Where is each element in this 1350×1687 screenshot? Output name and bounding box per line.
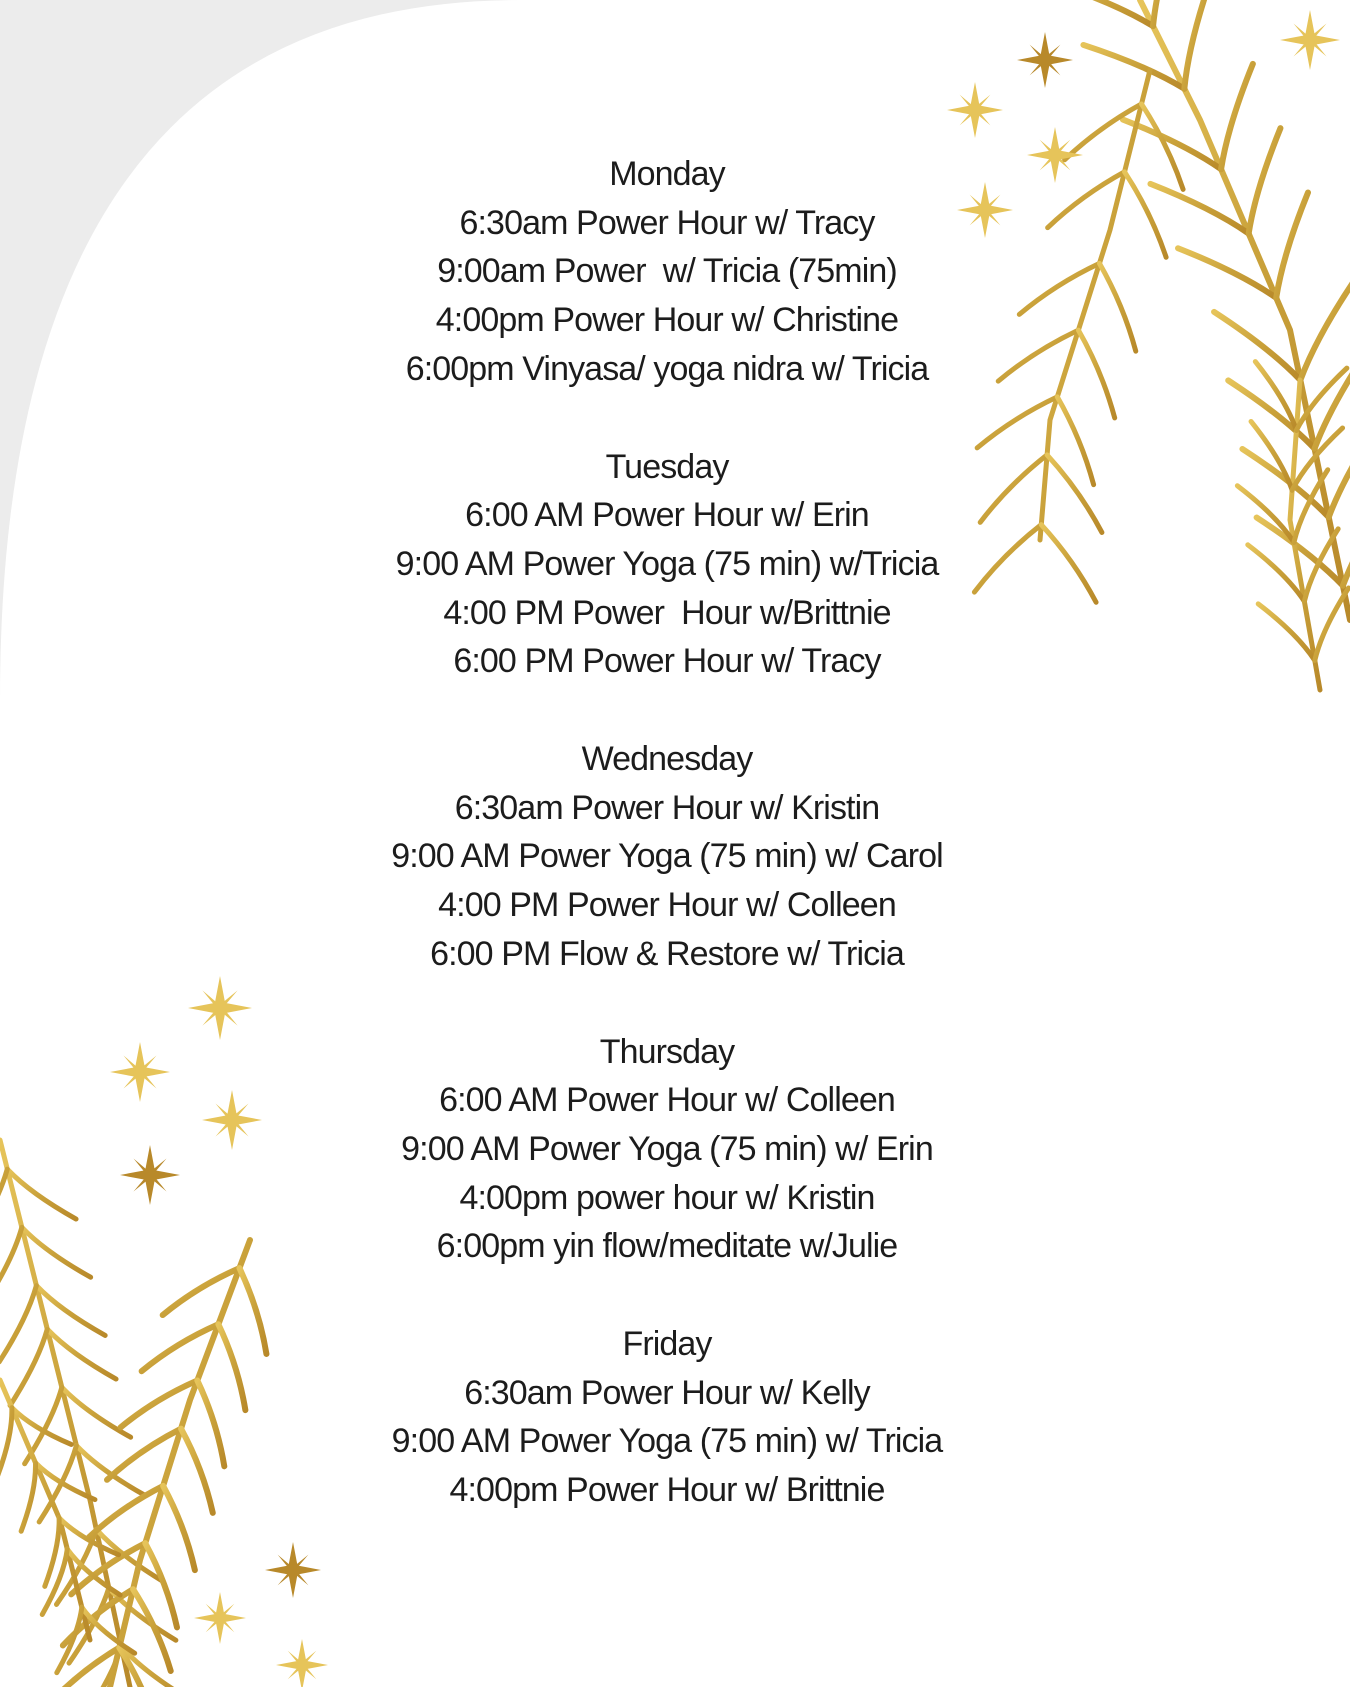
- day-block-monday: [267, 150, 1067, 394]
- day-title: Monday: [609, 155, 725, 193]
- day-title: Tuesday: [605, 447, 729, 486]
- class-line: 6:00 AM Power Hour w/ Colleen: [439, 1081, 895, 1120]
- class-line: 6:00pm Vinyasa/ yoga nidra w/ Tricia: [405, 349, 929, 388]
- gold-sparkle-star-icon: [188, 976, 252, 1040]
- class-line: 6:30am Power Hour w/ Kristin: [454, 788, 880, 827]
- class-line: 9:00 AM Power Yoga (75 min) w/ Tricia: [391, 1422, 943, 1461]
- class-line: 4:00 PM Power Hour w/ Colleen: [438, 886, 896, 925]
- class-line: 4:00pm Power Hour w/ Brittnie: [449, 1471, 885, 1510]
- gold-sparkle-star-icon: [1280, 10, 1340, 70]
- class-line: 4:00pm power hour w/ Kristin: [459, 1178, 875, 1217]
- class-line: 9:00 AM Power Yoga (75 min) w/ Carol: [391, 837, 943, 876]
- class-line: 6:30am Power Hour w/ Tracy: [459, 203, 875, 242]
- class-line: 6:30am Power Hour w/ Kelly: [464, 1373, 870, 1412]
- class-line: 6:00 PM Flow & Restore w/ Tricia: [430, 934, 904, 973]
- gold-pine-branch-icon: [0, 1380, 135, 1673]
- class-schedule: [267, 150, 1067, 1564]
- day-block-wednesday: [267, 735, 1067, 979]
- day-block-thursday: [267, 1028, 1067, 1272]
- day-block-tuesday: [267, 443, 1067, 687]
- gold-sparkle-star-icon: [202, 1090, 262, 1150]
- gold-sparkle-star-icon: [110, 1042, 170, 1102]
- day-title: Wednesday: [581, 740, 753, 779]
- day-title: Friday: [622, 1325, 712, 1364]
- gold-sparkle-star-icon: [194, 1592, 246, 1644]
- gold-sparkle-star-icon: [947, 82, 1003, 138]
- class-line: 9:00am Power w/ Tricia (75min): [437, 252, 897, 291]
- gold-sparkle-star-icon: [276, 1639, 328, 1687]
- class-line: 6:00 AM Power Hour w/ Erin: [465, 496, 869, 535]
- class-line: 4:00pm Power Hour w/ Christine: [435, 301, 899, 340]
- class-line: 6:00 PM Power Hour w/ Tracy: [453, 642, 881, 681]
- class-line: 9:00 AM Power Yoga (75 min) w/Tricia: [395, 544, 939, 583]
- day-title: Thursday: [599, 1032, 735, 1071]
- day-block-friday: [267, 1320, 1067, 1515]
- gold-sparkle-star-icon: [1017, 32, 1073, 88]
- gold-sparkle-star-icon: [120, 1145, 180, 1205]
- class-line: 9:00 AM Power Yoga (75 min) w/ Erin: [401, 1129, 933, 1168]
- gold-pine-branch-icon: [0, 1140, 188, 1687]
- class-line: 4:00 PM Power Hour w/Brittnie: [443, 593, 891, 632]
- class-line: 6:00pm yin flow/meditate w/Julie: [436, 1227, 898, 1266]
